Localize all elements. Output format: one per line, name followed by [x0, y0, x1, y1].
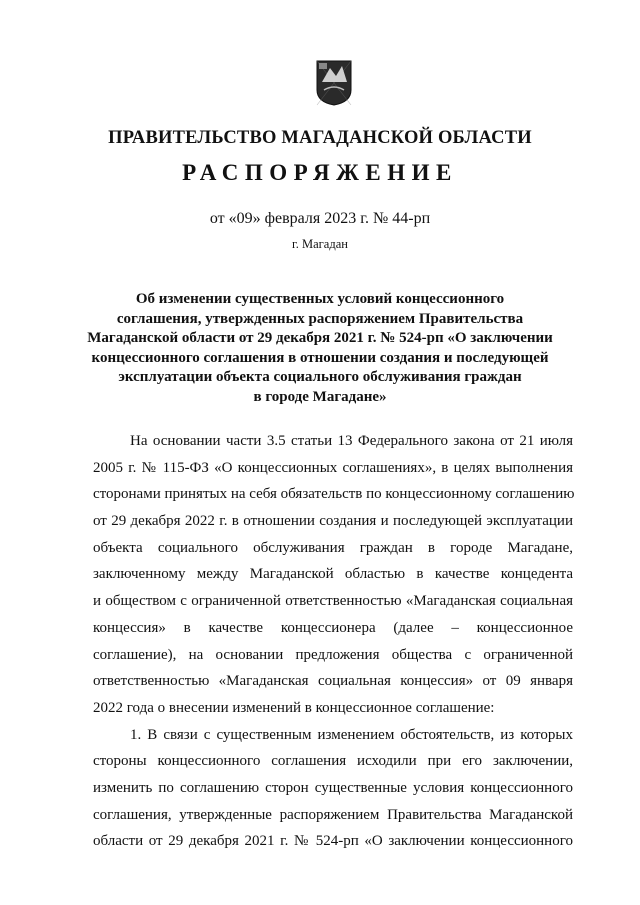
body-line: 2005 г. № 115-ФЗ «О концессионных соглашениях», в целях выполнения	[93, 459, 573, 476]
subject-line: эксплуатации объекта социального обслуживания граждан	[118, 369, 522, 385]
city-name: г. Магадан	[292, 237, 348, 251]
body-line: На основании части 3.5 статьи 13 Федерального закона от 21 июля	[130, 433, 573, 449]
subject-line: Об изменении существенных условий концессионного	[135, 291, 505, 307]
coat-of-arms-icon	[316, 60, 352, 106]
subject-line: соглашения, утвержденных распоряжением Правительства	[116, 310, 524, 327]
body-line: сторонами принятых на себя обязательств по концессионному соглашению	[93, 486, 575, 503]
body-line: области от 29 декабря 2021 г. № 524-рп «О заключении концессионного	[93, 833, 573, 850]
document-body	[93, 428, 573, 855]
subject-line: в городе Магадане»	[253, 388, 387, 405]
body-line: объекта социального обслуживания граждан в городе Магадане,	[93, 539, 573, 556]
body-line: и обществом с ограниченной ответственностью «Магаданская социальная	[93, 593, 573, 610]
body-line: 2022 года о внесении изменений в концессионное соглашение:	[93, 699, 495, 716]
body-line: заключенному между Магаданской областью в качестве концедента	[93, 566, 573, 583]
body-line: концессия» в качестве концессионера (далее – концессионное	[93, 619, 573, 636]
document-type: РАСПОРЯЖЕНИЕ	[182, 160, 458, 185]
body-line: соглашения, утвержденные распоряжением Правительства Магаданской	[93, 806, 573, 823]
subject-line: концессионного соглашения в отношении создания и последующей	[91, 349, 549, 366]
body-line: стороны концессионного соглашения исходили при его заключении,	[93, 753, 573, 770]
subject-line: Магаданской области от 29 декабря 2021 г. № 524-рп «О заключении	[87, 330, 553, 346]
body-line: соглашение), на основании предложения общества с ограниченной	[93, 646, 573, 663]
body-line: 1. В связи с существенным изменением обстоятельств, из которых	[130, 726, 573, 743]
body-line: ответственностью «Магаданская социальная концессия» от 09 января	[93, 673, 573, 690]
body-line: изменить по соглашению сторон существенные условия концессионного	[93, 779, 573, 796]
date-and-number: от «09» февраля 2023 г. № 44-рп	[209, 210, 431, 227]
government-name: ПРАВИТЕЛЬСТВО МАГАДАНСКОЙ ОБЛАСТИ	[108, 128, 532, 148]
body-line: от 29 декабря 2022 г. в отношении создания и последующей эксплуатации	[93, 513, 573, 530]
document-subject	[80, 290, 560, 407]
